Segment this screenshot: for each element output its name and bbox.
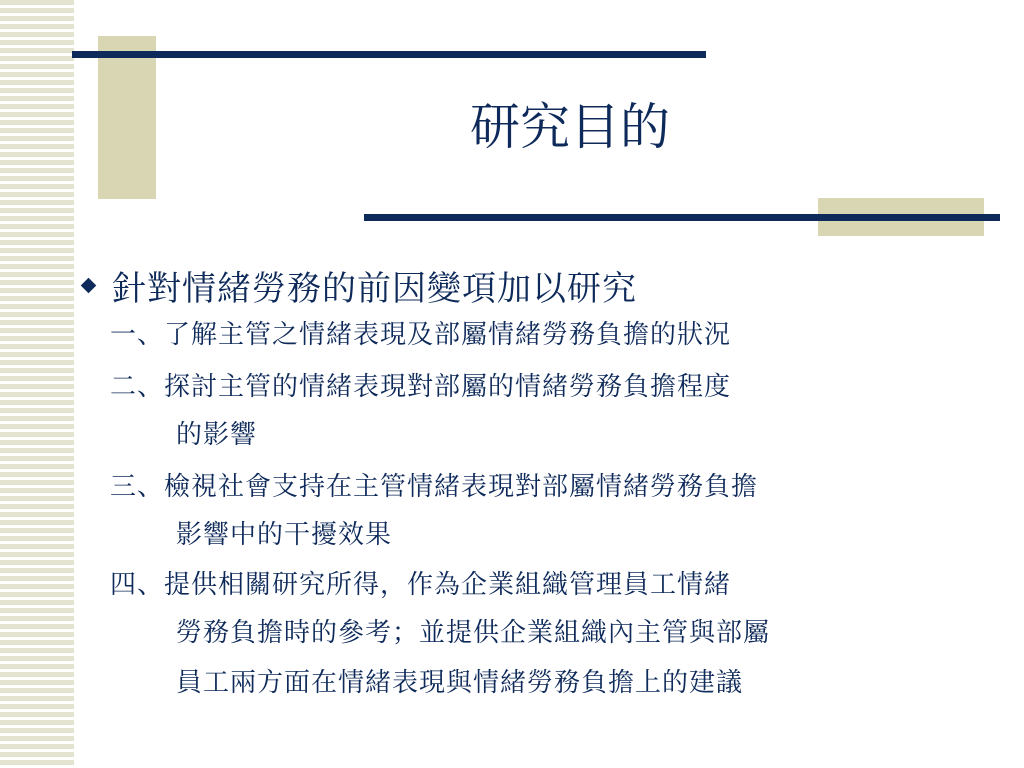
objective-line-2-continued: 的影響 — [176, 420, 258, 450]
tan-accent-block-top — [98, 36, 156, 199]
bullet-item — [80, 262, 637, 308]
objective-line-4: 四、提供相關研究所得，作為企業組織管理員工情緒 — [110, 570, 732, 600]
objective-line-4-continued-1: 勞務負擔時的參考；並提供企業組織內主管與部屬 — [176, 618, 771, 648]
objective-line-4-continued-2: 員工兩方面在情緒表現與情緒勞務負擔上的建議 — [176, 668, 744, 698]
left-stripe-decoration — [0, 0, 74, 768]
diamond-icon — [81, 277, 97, 293]
objective-line-3-continued: 影響中的干擾效果 — [176, 520, 393, 550]
bullet-text: 針對情緒勞務的前因變項加以研究 — [112, 268, 637, 309]
slide-title: 研究目的 — [470, 98, 670, 156]
objective-line-2: 二、探討主管的情緒表現對部屬的情緒勞務負擔程度 — [110, 372, 732, 402]
objective-line-1: 一、了解主管之情緒表現及部屬情緒勞務負擔的狀況 — [110, 320, 732, 350]
title-rule-top — [72, 51, 706, 58]
objective-line-3: 三、檢視社會支持在主管情緒表現對部屬情緒勞務負擔 — [110, 472, 759, 502]
title-rule-bottom — [364, 214, 1000, 221]
